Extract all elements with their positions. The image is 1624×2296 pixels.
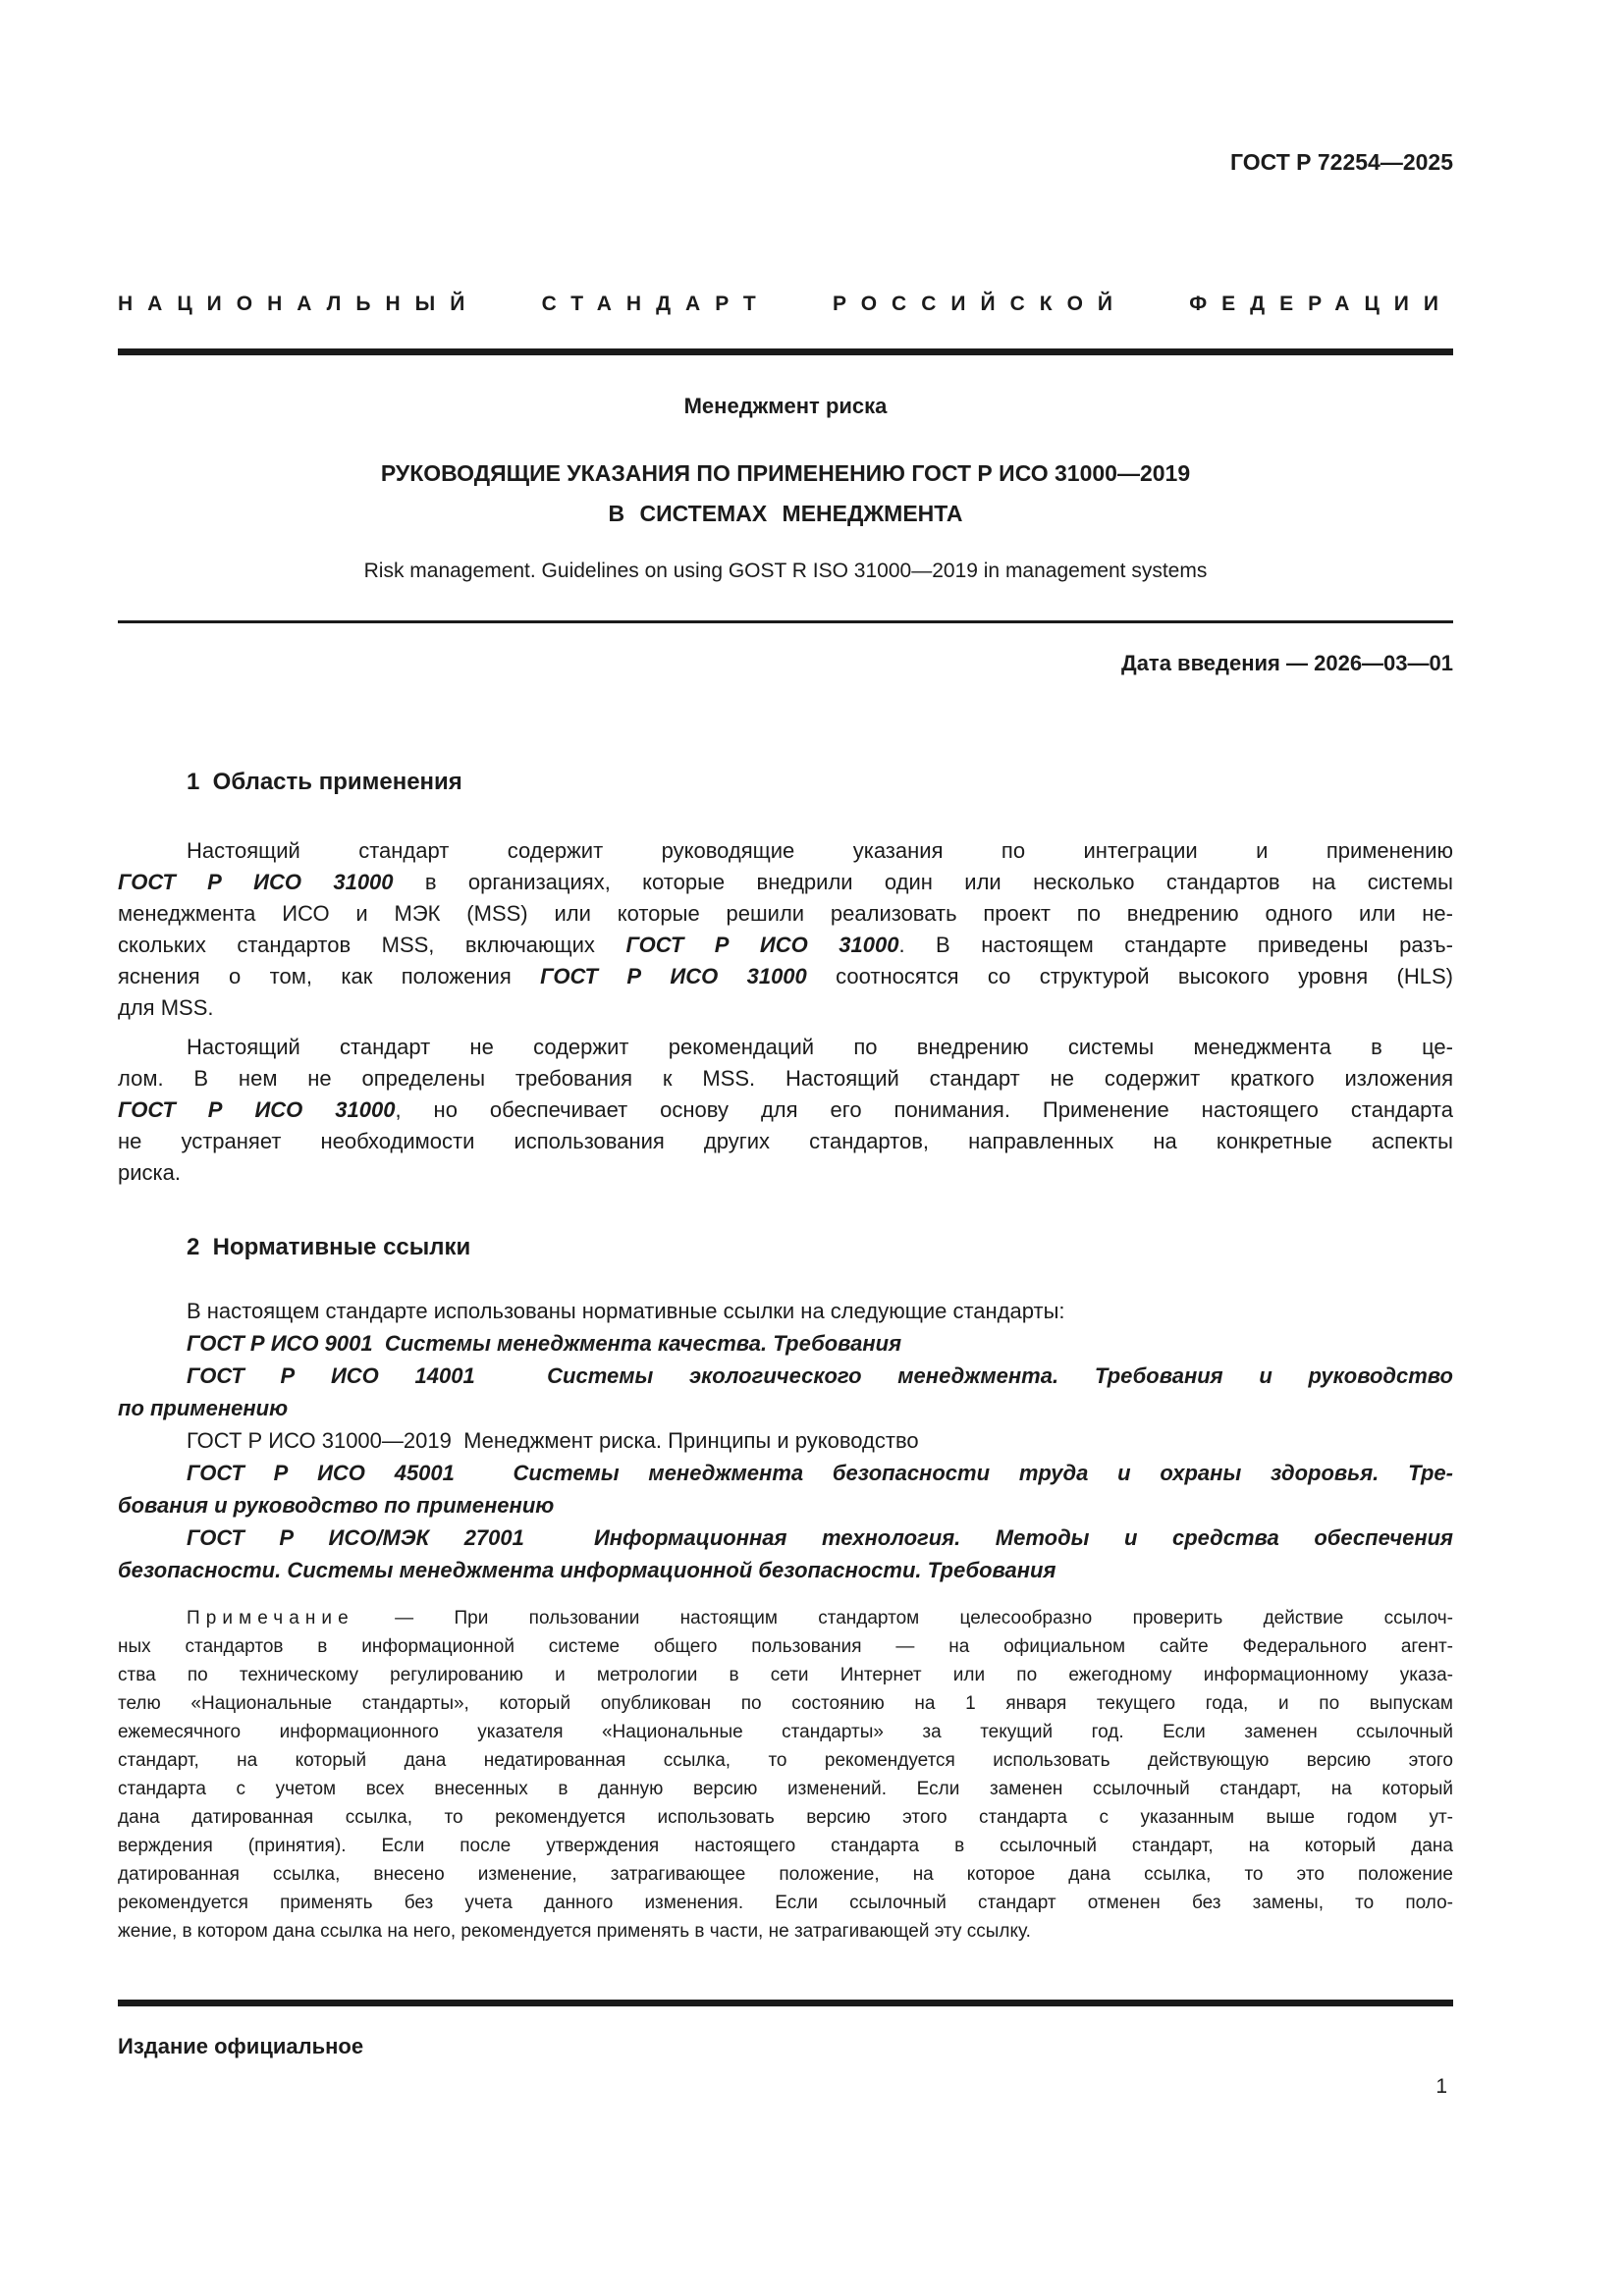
subject-title: Менеджмент риска — [683, 394, 888, 418]
text-line: Настоящий стандарт содержит руководящие указания по интеграции и применению — [187, 838, 1453, 863]
text-line: Примечание — При пользовании настоящим стандартом целесообразно проверить действие ссылоч- — [187, 1608, 1453, 1629]
text-line: для MSS. — [118, 995, 214, 1020]
text-line: ГОСТ Р ИСО 31000—2019 Менеджмент риска. Принципы и руководство — [187, 1428, 919, 1453]
section-2-references-list — [118, 1295, 1453, 1586]
text-line: дана датированная ссылка, то рекомендуется использовать версию этого стандарта с указанным выше годом ут- — [118, 1807, 1453, 1828]
text-line: безопасности. Системы менеджмента информационной безопасности. Требования — [118, 1558, 1056, 1582]
effective-date: Дата введения — 2026—03—01 — [1121, 651, 1453, 675]
text-line: верждения (принятия). Если после утверждения настоящего стандарта в ссылочный стандарт, на который дана — [118, 1836, 1453, 1856]
main-title-line-2: В СИСТЕМАХ МЕНЕДЖМЕНТА — [608, 501, 963, 526]
section-1-paragraph-2 — [118, 1032, 1453, 1189]
text-line: лом. В нем не определены требования к MSS. Настоящий стандарт не содержит краткого изложения — [118, 1066, 1453, 1091]
text-line: датированная ссылка, внесено изменение, затрагивающее положение, на которое дана ссылка, то это положение — [118, 1864, 1453, 1885]
text-line: ГОСТ Р ИСО 31000, но обеспечивает основу для его понимания. Применение настоящего стандарта — [118, 1097, 1453, 1122]
main-title — [118, 454, 1453, 534]
text-line: В настоящем стандарте использованы нормативные ссылки на следующие стандарты: — [187, 1299, 1065, 1323]
divider-bottom-thick — [118, 2000, 1453, 2006]
text-line: по применению — [118, 1396, 289, 1420]
text-line: рекомендуется применять без учета данного изменения. Если ссылочный стандарт отменен без замены, то поло- — [118, 1893, 1453, 1913]
text-line: ГОСТ Р ИСО 14001 Системы экологического менеджмента. Требования и руководство — [187, 1363, 1453, 1388]
text-line: ГОСТ Р ИСО/МЭК 27001 Информационная технология. Методы и средства обеспечения — [187, 1525, 1453, 1550]
text-line: ства по техническому регулированию и метрологии в сети Интернет или по ежегодному информационному указа- — [118, 1665, 1453, 1685]
section-2-heading: 2 Нормативные ссылки — [187, 1234, 471, 1260]
text-line: ГОСТ Р ИСО 45001 Системы менеджмента безопасности труда и охраны здоровья. Тре- — [187, 1461, 1453, 1485]
section-normative-references — [118, 1230, 1453, 1946]
doc-code: ГОСТ Р 72254—2025 — [1230, 149, 1453, 175]
divider-thin — [118, 620, 1453, 623]
text-line: стандарт, на который дана недатированная ссылка, то рекомендуется использовать действующую версию этого — [118, 1750, 1453, 1771]
text-line: Настоящий стандарт не содержит рекомендаций по внедрению системы менеджмента в це- — [187, 1035, 1453, 1059]
page-number: 1 — [1435, 2075, 1447, 2098]
divider-top-thick — [118, 348, 1453, 355]
text-line: ных стандартов в информационной системе общего пользования — на официальном сайте Федерального агент- — [118, 1636, 1453, 1657]
text-line: скольких стандартов MSS, включающих ГОСТ Р ИСО 31000. В настоящем стандарте приведены разъ- — [118, 933, 1453, 957]
text-line: телю «Национальные стандарты», который опубликован по состоянию на 1 января текущего года, и по выпускам — [118, 1693, 1453, 1714]
text-line: ежемесячного информационного указателя «Национальные стандарты» за текущий год. Если заменен ссылочный — [118, 1722, 1453, 1742]
note-block — [118, 1604, 1453, 1946]
standard-type-banner: НАЦИОНАЛЬНЫЙ СТАНДАРТ РОССИЙСКОЙ ФЕДЕРАЦИИ — [118, 293, 1453, 315]
text-line: риска. — [118, 1160, 181, 1185]
text-line: бования и руководство по применению — [118, 1493, 555, 1518]
text-line: ГОСТ Р ИСО 9001 Системы менеджмента качества. Требования — [187, 1331, 902, 1356]
text-line: менеджмента ИСО и МЭК (MSS) или которые решили реализовать проект по внедрению одного или не- — [118, 901, 1453, 926]
english-title: Risk management. Guidelines on using GOST R ISO 31000—2019 in management systems — [363, 560, 1208, 582]
section-1-heading: 1 Область применения — [187, 769, 462, 795]
text-line: не устраняет необходимости использования других стандартов, направленных на конкретные аспекты — [118, 1129, 1453, 1153]
edition-note: Издание официальное — [118, 2034, 364, 2058]
text-line: стандарта с учетом всех внесенных в данную версию изменений. Если заменен ссылочный стандарт, на который — [118, 1779, 1453, 1799]
text-line: ГОСТ Р ИСО 31000 в организациях, которые внедрили один или несколько стандартов на системы — [118, 870, 1453, 894]
text-line: жение, в котором дана ссылка на него, рекомендуется применять в части, не затрагивающей эту ссылку. — [118, 1921, 1031, 1942]
main-title-line-1: РУКОВОДЯЩИЕ УКАЗАНИЯ ПО ПРИМЕНЕНИЮ ГОСТ Р ИСО 31000—2019 — [380, 460, 1191, 486]
section-scope — [118, 765, 1453, 1189]
text-line: яснения о том, как положения ГОСТ Р ИСО 31000 соотносятся со структурой высокого уровня (HLS) — [118, 964, 1453, 988]
section-1-paragraph-1 — [118, 835, 1453, 1024]
